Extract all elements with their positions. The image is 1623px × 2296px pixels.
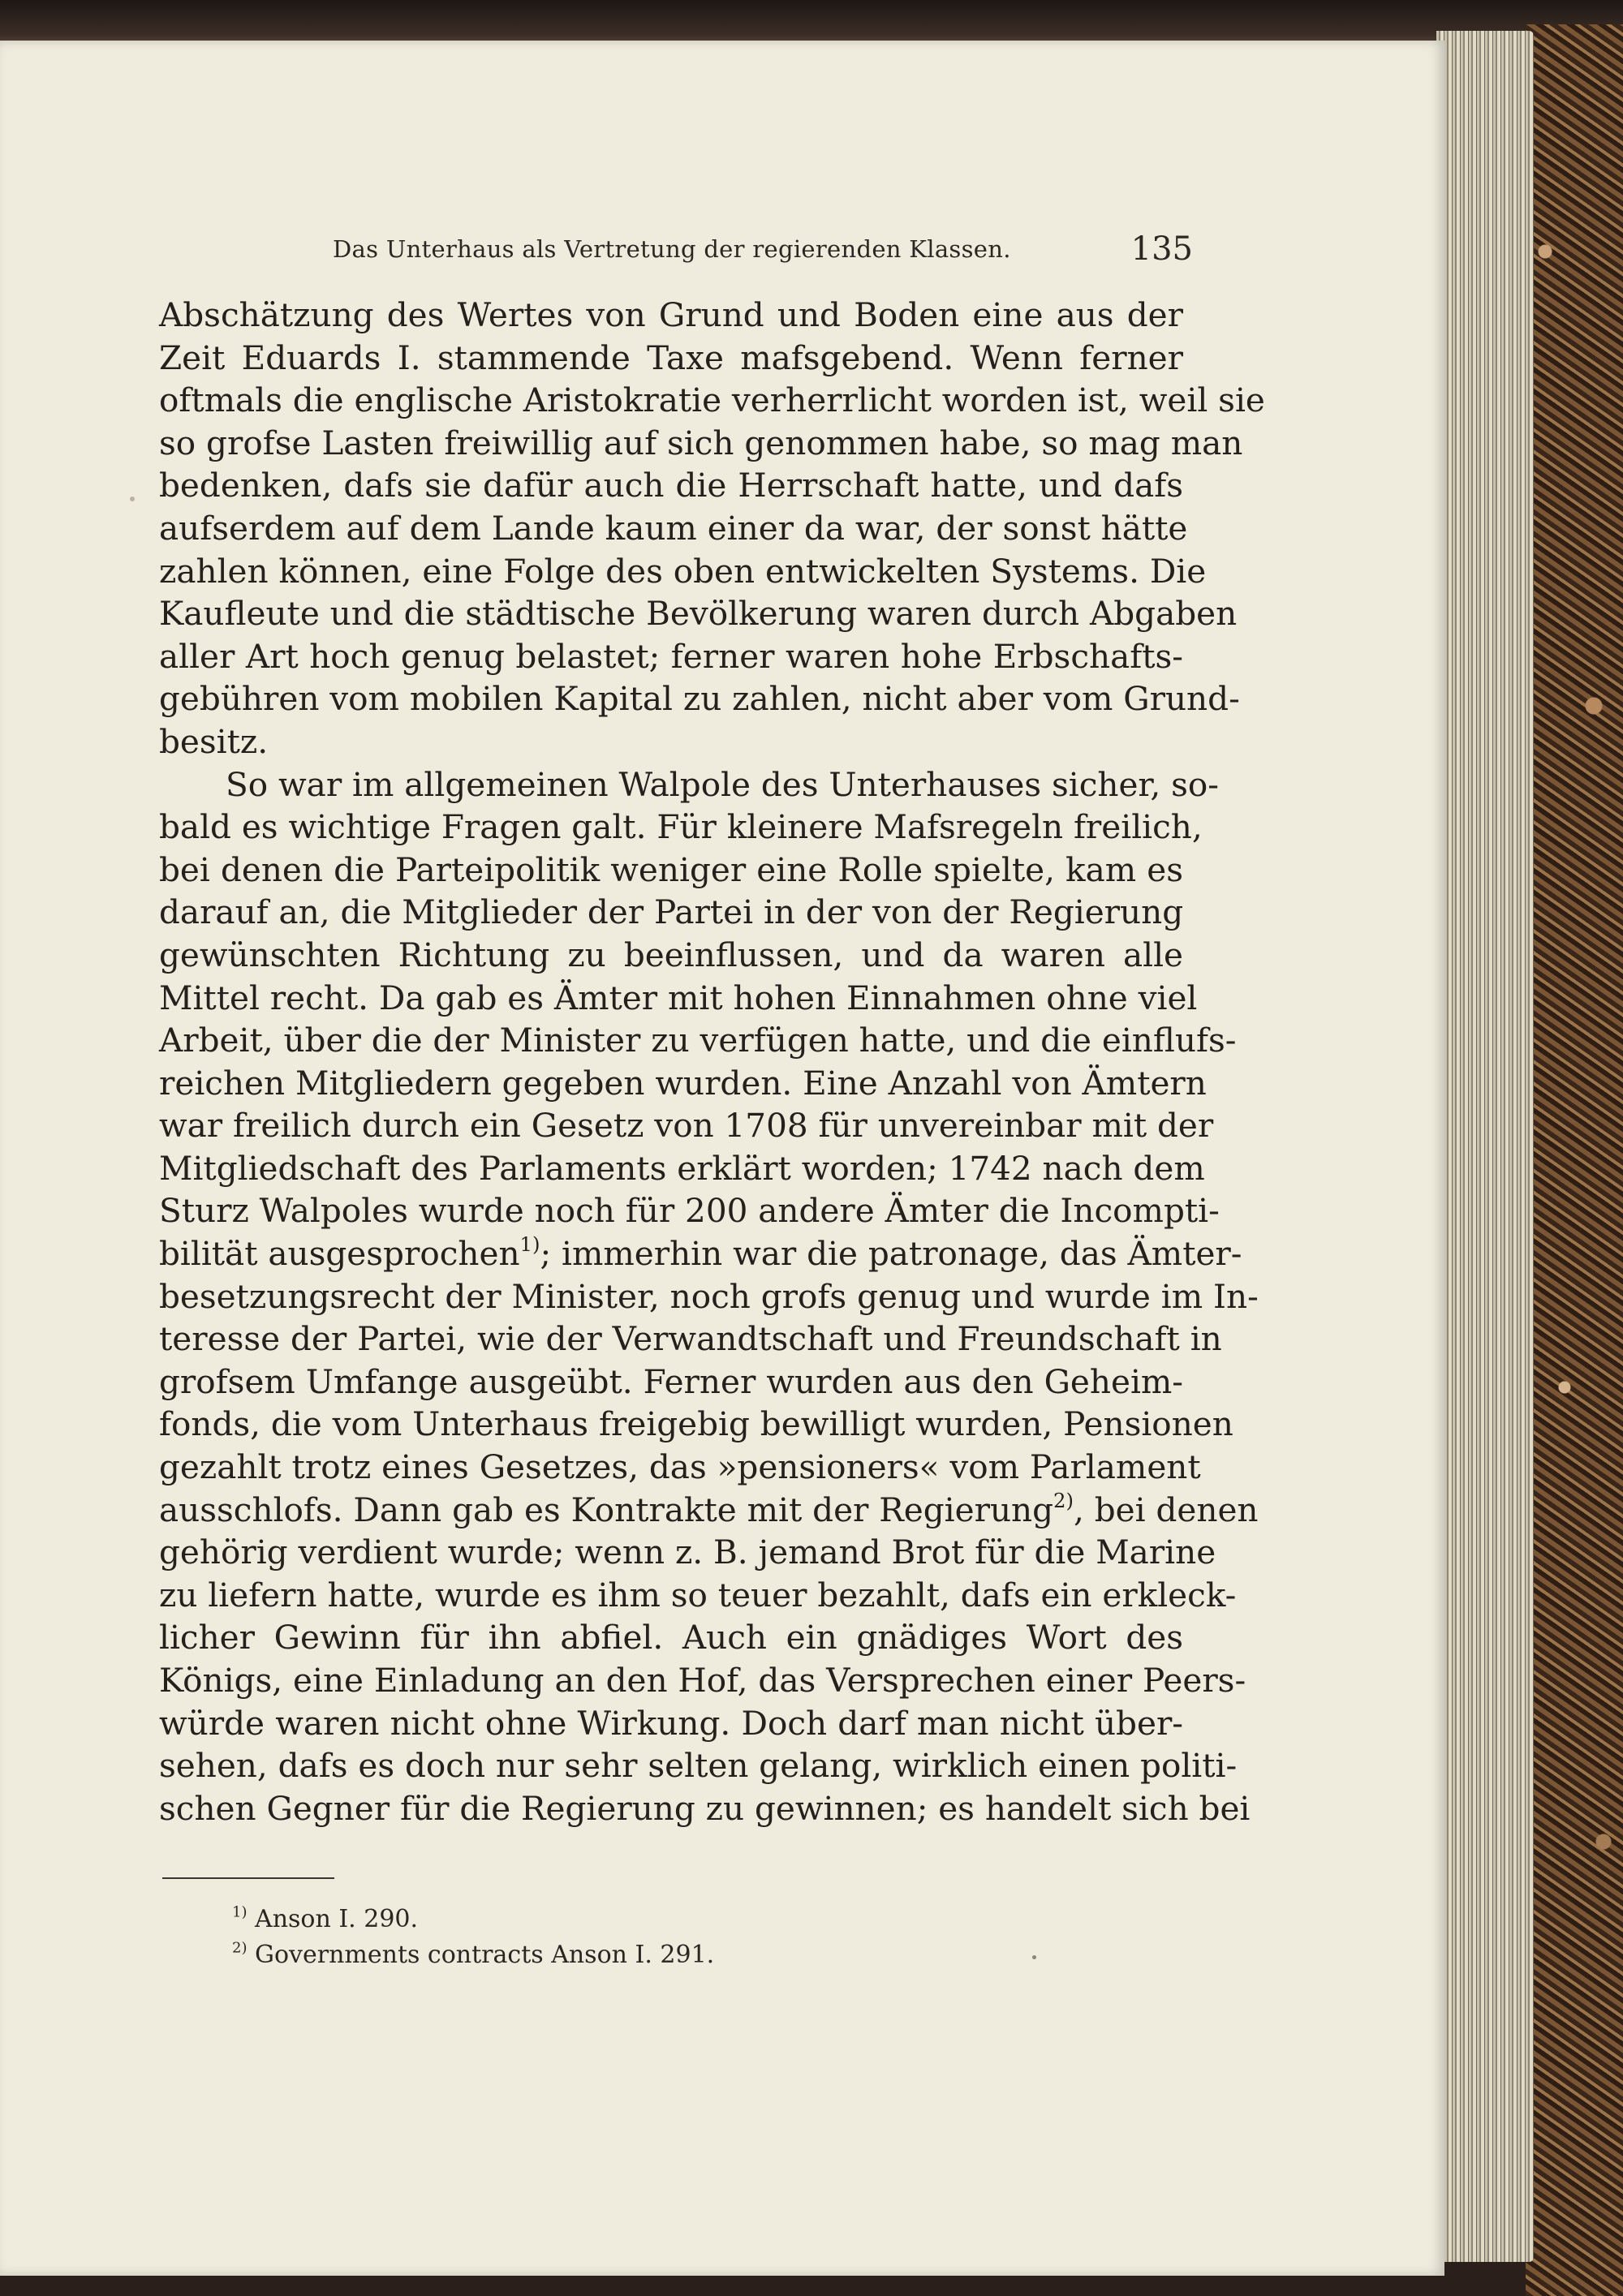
footnote-2	[232, 1937, 962, 1973]
text-line: teresse der Partei, wie der Verwandtschaft und Freundschaft in	[159, 1319, 1222, 1359]
text-line: sehen, dafs es doch nur sehr selten gelang, wirklich einen politi-	[159, 1746, 1238, 1786]
footnote-text: Anson I. 290.	[255, 1905, 419, 1933]
text-line: so grofse Lasten freiwillig auf sich genommen habe, so mag man	[159, 423, 1243, 462]
text-line: Arbeit, über die der Minister zu verfügen hatte, und die einflufs-	[159, 1021, 1237, 1060]
line-text: ausschlofs. Dann gab es Kontrakte mit der Regierung	[159, 1490, 1054, 1529]
text-line: gewünschten Richtung zu beeinflussen, und da waren alle	[159, 935, 1183, 974]
text-line: schen Gegner für die Regierung zu gewinnen; es handelt sich bei	[159, 1788, 1251, 1828]
text-line-with-footnote-ref	[159, 1232, 1242, 1275]
footnote-ref-2: 2)	[1053, 1488, 1074, 1512]
text-line: zahlen können, eine Folge des oben entwickelten Systems. Die	[159, 551, 1207, 591]
paper-speck	[130, 497, 135, 501]
running-title: Das Unterhaus als Vertretung der regierenden Klassen.	[333, 235, 1011, 263]
text-line: gezahlt trotz eines Gesetzes, das »pensioners« vom Parlament	[159, 1447, 1201, 1487]
ink-speck	[1032, 1955, 1036, 1959]
text-line: fonds, die vom Unterhaus freigebig bewilligt wurden, Pensionen	[159, 1404, 1233, 1444]
text-line: besitz.	[159, 721, 269, 761]
text-line: zu liefern hatte, wurde es ihm so teuer bezahlt, dafs ein erkleck-	[159, 1575, 1237, 1615]
text-line: bedenken, dafs sie dafür auch die Herrschaft hatte, und dafs	[159, 466, 1183, 505]
page-number: 135	[1130, 230, 1193, 268]
text-line: bald es wichtige Fragen galt. Für kleinere Mafsregeln freilich,	[159, 807, 1203, 847]
footnotes	[232, 1902, 962, 1973]
line-text: bilität ausgesprochen	[159, 1234, 520, 1274]
text-line: würde waren nicht ohne Wirkung. Doch darf man nicht über-	[159, 1703, 1183, 1743]
text-line: Abschätzung des Wertes von Grund und Boden eine aus der	[159, 295, 1183, 334]
text-line: oftmals die englische Aristokratie verherrlicht worden ist, weil sie	[159, 381, 1265, 420]
text-line: Zeit Eduards I. stammende Taxe mafsgebend. Wenn ferner	[159, 338, 1183, 377]
text-line: gebühren vom mobilen Kapital zu zahlen, nicht aber vom Grund-	[159, 679, 1240, 719]
footnote-ref-1: 1)	[519, 1232, 540, 1257]
footnote-1	[232, 1902, 962, 1937]
text-line: Mitgliedschaft des Parlaments erklärt worden; 1742 nach dem	[159, 1148, 1205, 1188]
main-text	[159, 294, 1265, 1829]
paragraph-start-line: So war im allgemeinen Walpole des Unterhauses sicher, so-	[226, 764, 1219, 804]
running-header	[333, 230, 1193, 276]
text-line: reichen Mitgliedern gegeben wurden. Eine Anzahl von Ämtern	[159, 1063, 1207, 1103]
text-line: bei denen die Parteipolitik weniger eine Rolle spielte, kam es	[159, 849, 1183, 889]
text-line: darauf an, die Mitglieder der Partei in der von der Regierung	[159, 892, 1184, 932]
text-line: licher Gewinn für ihn abfiel. Auch ein gnädiges Wort des	[159, 1618, 1183, 1658]
footnote-text: Governments contracts Anson I. 291.	[255, 1941, 715, 1969]
text-line: Sturz Walpoles wurde noch für 200 andere Ämter die Incompti-	[159, 1191, 1220, 1231]
text-line: aufserdem auf dem Lande kaum einer da war, der sonst hätte	[159, 508, 1188, 548]
text-line: Kaufleute und die städtische Bevölkerung waren durch Abgaben	[159, 594, 1238, 634]
footnote-marker: 1)	[232, 1903, 248, 1921]
line-text: , bei denen	[1074, 1490, 1259, 1529]
text-line-with-footnote-ref	[159, 1488, 1259, 1532]
footnote-divider	[162, 1877, 334, 1879]
marbled-book-edge	[1526, 24, 1623, 2296]
text-line: war freilich durch ein Gesetz von 1708 für unvereinbar mit der	[159, 1106, 1214, 1146]
text-line: aller Art hoch genug belastet; ferner waren hohe Erbschafts-	[159, 636, 1183, 676]
text-line: grofsem Umfange ausgeübt. Ferner wurden aus den Geheim-	[159, 1361, 1183, 1401]
line-text: ; immerhin war die patronage, das Ämter-	[540, 1234, 1242, 1274]
page-stack-edge	[1436, 31, 1534, 2262]
text-line: besetzungsrecht der Minister, noch grofs genug und wurde im In-	[159, 1276, 1259, 1316]
text-line: Mittel recht. Da gab es Ämter mit hohen Einnahmen ohne viel	[159, 978, 1198, 1017]
footnote-marker: 2)	[232, 1939, 248, 1957]
text-line: Königs, eine Einladung an den Hof, das Versprechen einer Peers-	[159, 1661, 1246, 1700]
text-line: gehörig verdient wurde; wenn z. B. jemand Brot für die Marine	[159, 1533, 1216, 1572]
